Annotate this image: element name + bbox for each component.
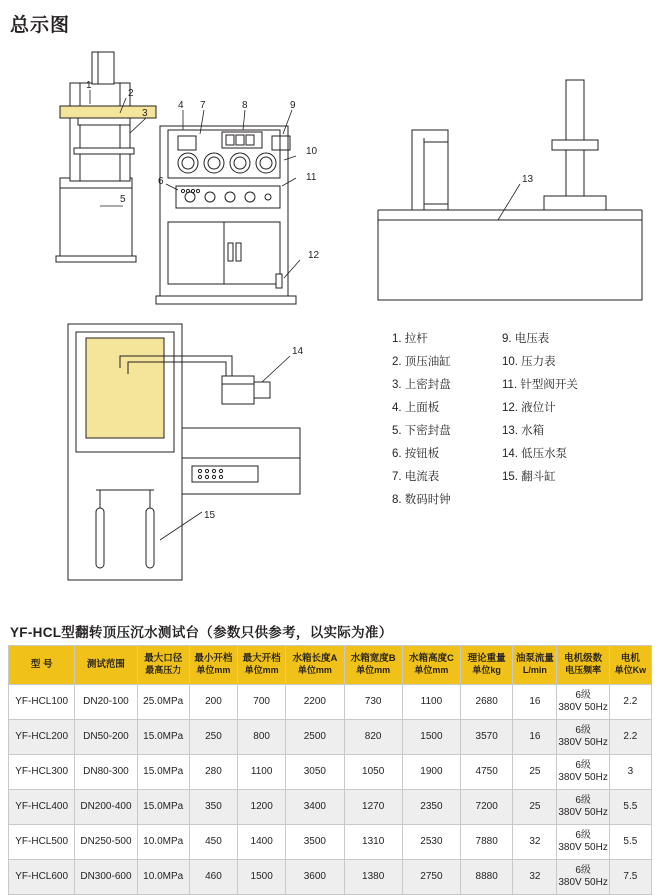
- header-sub: 单位Kw: [614, 665, 647, 676]
- cell-pressure: 15.0MPa: [137, 790, 189, 825]
- cell-model: YF-HCL500: [9, 825, 75, 860]
- table-row: [9, 790, 652, 825]
- cell-model: YF-HCL400: [9, 790, 75, 825]
- svg-text:7: 7: [200, 100, 206, 111]
- header-main: 最小开档: [194, 653, 233, 665]
- motor-level: 6级: [575, 794, 591, 806]
- cell-min-gap: 460: [189, 860, 237, 895]
- col-model: [9, 646, 75, 685]
- motor-voltage: 380V 50Hz: [558, 877, 608, 888]
- col-flow: [513, 646, 557, 685]
- machine-drawing-svg: [0, 38, 660, 618]
- cell-pressure: 25.0MPa: [137, 685, 189, 720]
- cell-range: DN80-300: [75, 755, 137, 790]
- header-main: 型 号: [30, 659, 53, 671]
- cell-weight: 3570: [461, 720, 513, 755]
- legend-column-1: [392, 334, 451, 518]
- header-sub: 单位mm: [356, 665, 391, 676]
- header-sub: 电压频率: [565, 665, 602, 676]
- svg-text:9: 9: [290, 100, 296, 111]
- spec-table-title: YF-HCL型翻转顶压沉水测试台（参数只供参考，以实际为准）: [10, 625, 393, 640]
- motor-level: 6级: [575, 829, 591, 841]
- header-main: 油泵流量: [515, 653, 554, 665]
- cell-flow: 32: [513, 825, 557, 860]
- svg-text:14: 14: [292, 346, 304, 357]
- cell-max-gap: 1200: [238, 790, 286, 825]
- col-pressure: [137, 646, 189, 685]
- motor-level: 6级: [575, 864, 591, 876]
- legend-item: 3. 上密封盘: [392, 379, 451, 391]
- svg-text:2: 2: [128, 88, 134, 99]
- cell-power: 2.2: [609, 720, 651, 755]
- cell-power: 7.5: [609, 860, 651, 895]
- table-header-row: [9, 646, 652, 685]
- cell-pressure: 15.0MPa: [137, 755, 189, 790]
- svg-text:13: 13: [522, 174, 534, 185]
- cell-power: 5.5: [609, 825, 651, 860]
- cell-tank-b: 730: [344, 685, 402, 720]
- legend-column-2: [502, 334, 578, 495]
- motor-voltage: 380V 50Hz: [558, 842, 608, 853]
- cell-weight: 4750: [461, 755, 513, 790]
- col-max-gap: [238, 646, 286, 685]
- cell-tank-b: 1270: [344, 790, 402, 825]
- cell-flow: 16: [513, 685, 557, 720]
- cell-max-gap: 1400: [238, 825, 286, 860]
- cell-max-gap: 1100: [238, 755, 286, 790]
- header-main: 水箱宽度B: [350, 653, 396, 665]
- header-main: 电机: [620, 653, 640, 665]
- cell-motor: [557, 720, 609, 755]
- legend-item: 1. 拉杆: [392, 333, 428, 345]
- cell-flow: 16: [513, 720, 557, 755]
- svg-text:3: 3: [142, 108, 148, 119]
- header-sub: 单位mm: [297, 665, 332, 676]
- cell-motor: [557, 860, 609, 895]
- cell-motor: [557, 755, 609, 790]
- cell-range: DN200-400: [75, 790, 137, 825]
- cell-min-gap: 250: [189, 720, 237, 755]
- svg-text:11: 11: [306, 172, 317, 183]
- cell-min-gap: 450: [189, 825, 237, 860]
- legend-item: 2. 顶压油缸: [392, 356, 451, 368]
- cell-flow: 32: [513, 860, 557, 895]
- legend-item: 7. 电流表: [392, 471, 440, 483]
- svg-text:5: 5: [120, 194, 126, 205]
- cell-tank-c: 2750: [402, 860, 460, 895]
- technical-drawing: [0, 38, 660, 618]
- cell-weight: 8880: [461, 860, 513, 895]
- motor-voltage: 380V 50Hz: [558, 807, 608, 818]
- table-row: [9, 720, 652, 755]
- motor-voltage: 380V 50Hz: [558, 737, 608, 748]
- legend-item: 10. 压力表: [502, 356, 556, 368]
- legend-item: 4. 上面板: [392, 402, 440, 414]
- header-main: 水箱长度A: [292, 653, 338, 665]
- cell-pressure: 10.0MPa: [137, 860, 189, 895]
- svg-text:6: 6: [158, 176, 164, 187]
- cell-tank-c: 1100: [402, 685, 460, 720]
- cell-pressure: 15.0MPa: [137, 720, 189, 755]
- legend-item: 6. 按钮板: [392, 448, 440, 460]
- header-sub: 单位kg: [472, 665, 501, 676]
- svg-text:15: 15: [204, 510, 216, 521]
- cell-tank-b: 1380: [344, 860, 402, 895]
- cell-motor: [557, 685, 609, 720]
- cell-tank-b: 1310: [344, 825, 402, 860]
- motor-voltage: 380V 50Hz: [558, 772, 608, 783]
- col-range: [75, 646, 137, 685]
- header-sub: 单位mm: [196, 665, 231, 676]
- header-main: 最大开档: [242, 653, 281, 665]
- cell-tank-a: 3600: [286, 860, 344, 895]
- cell-range: DN20-100: [75, 685, 137, 720]
- cell-min-gap: 280: [189, 755, 237, 790]
- table-row: [9, 755, 652, 790]
- cell-flow: 25: [513, 790, 557, 825]
- cell-weight: 2680: [461, 685, 513, 720]
- cell-max-gap: 700: [238, 685, 286, 720]
- cell-tank-c: 2350: [402, 790, 460, 825]
- cell-tank-a: 3050: [286, 755, 344, 790]
- legend-item: 8. 数码时钟: [392, 494, 451, 506]
- header-sub: 最高压力: [145, 665, 182, 676]
- header-main: 水箱高度C: [408, 653, 454, 665]
- cell-tank-a: 3500: [286, 825, 344, 860]
- table-row: [9, 860, 652, 895]
- table-row: [9, 825, 652, 860]
- legend-item: 13. 水箱: [502, 425, 545, 437]
- table-row: [9, 685, 652, 720]
- legend-item: 9. 电压表: [502, 333, 550, 345]
- cell-range: DN50-200: [75, 720, 137, 755]
- cell-tank-c: 1900: [402, 755, 460, 790]
- cell-model: YF-HCL300: [9, 755, 75, 790]
- svg-text:4: 4: [178, 100, 184, 111]
- svg-text:8: 8: [242, 100, 248, 111]
- header-main: 理论重量: [467, 653, 506, 665]
- col-power: [609, 646, 651, 685]
- cell-weight: 7880: [461, 825, 513, 860]
- cell-range: DN300-600: [75, 860, 137, 895]
- col-tank-c: [402, 646, 460, 685]
- cell-flow: 25: [513, 755, 557, 790]
- legend-item: 12. 液位计: [502, 402, 556, 414]
- motor-level: 6级: [575, 724, 591, 736]
- cell-min-gap: 200: [189, 685, 237, 720]
- col-weight: [461, 646, 513, 685]
- svg-text:12: 12: [308, 250, 320, 261]
- col-min-gap: [189, 646, 237, 685]
- cell-tank-b: 820: [344, 720, 402, 755]
- col-tank-a: [286, 646, 344, 685]
- legend-item: 14. 低压水泵: [502, 448, 568, 460]
- svg-text:10: 10: [306, 146, 318, 157]
- header-main: 测试范围: [86, 659, 125, 671]
- cell-pressure: 10.0MPa: [137, 825, 189, 860]
- legend-item: 5. 下密封盘: [392, 425, 451, 437]
- cell-tank-a: 2200: [286, 685, 344, 720]
- cell-power: 2.2: [609, 685, 651, 720]
- cell-max-gap: 800: [238, 720, 286, 755]
- cell-motor: [557, 790, 609, 825]
- motor-voltage: 380V 50Hz: [558, 702, 608, 713]
- header-sub: 单位mm: [244, 665, 279, 676]
- motor-level: 6级: [575, 759, 591, 771]
- page-title: 总示图: [10, 15, 71, 36]
- spec-table: [8, 645, 652, 895]
- cell-min-gap: 350: [189, 790, 237, 825]
- legend-item: 11. 针型阀开关: [502, 379, 578, 391]
- cell-model: YF-HCL100: [9, 685, 75, 720]
- col-motor: [557, 646, 609, 685]
- cell-tank-b: 1050: [344, 755, 402, 790]
- cell-power: 3: [609, 755, 651, 790]
- col-tank-b: [344, 646, 402, 685]
- header-sub: 单位mm: [414, 665, 449, 676]
- legend-item: 15. 翻斗缸: [502, 471, 556, 483]
- cell-power: 5.5: [609, 790, 651, 825]
- cell-weight: 7200: [461, 790, 513, 825]
- header-sub: L/min: [522, 665, 547, 676]
- svg-text:1: 1: [86, 80, 92, 91]
- header-main: 电机级数: [564, 653, 603, 665]
- header-main: 最大口径: [144, 653, 183, 665]
- motor-level: 6级: [575, 689, 591, 701]
- cell-max-gap: 1500: [238, 860, 286, 895]
- cell-model: YF-HCL600: [9, 860, 75, 895]
- cell-tank-a: 2500: [286, 720, 344, 755]
- cell-range: DN250-500: [75, 825, 137, 860]
- cell-model: YF-HCL200: [9, 720, 75, 755]
- cell-tank-a: 3400: [286, 790, 344, 825]
- cell-tank-c: 1500: [402, 720, 460, 755]
- cell-motor: [557, 825, 609, 860]
- cell-tank-c: 2530: [402, 825, 460, 860]
